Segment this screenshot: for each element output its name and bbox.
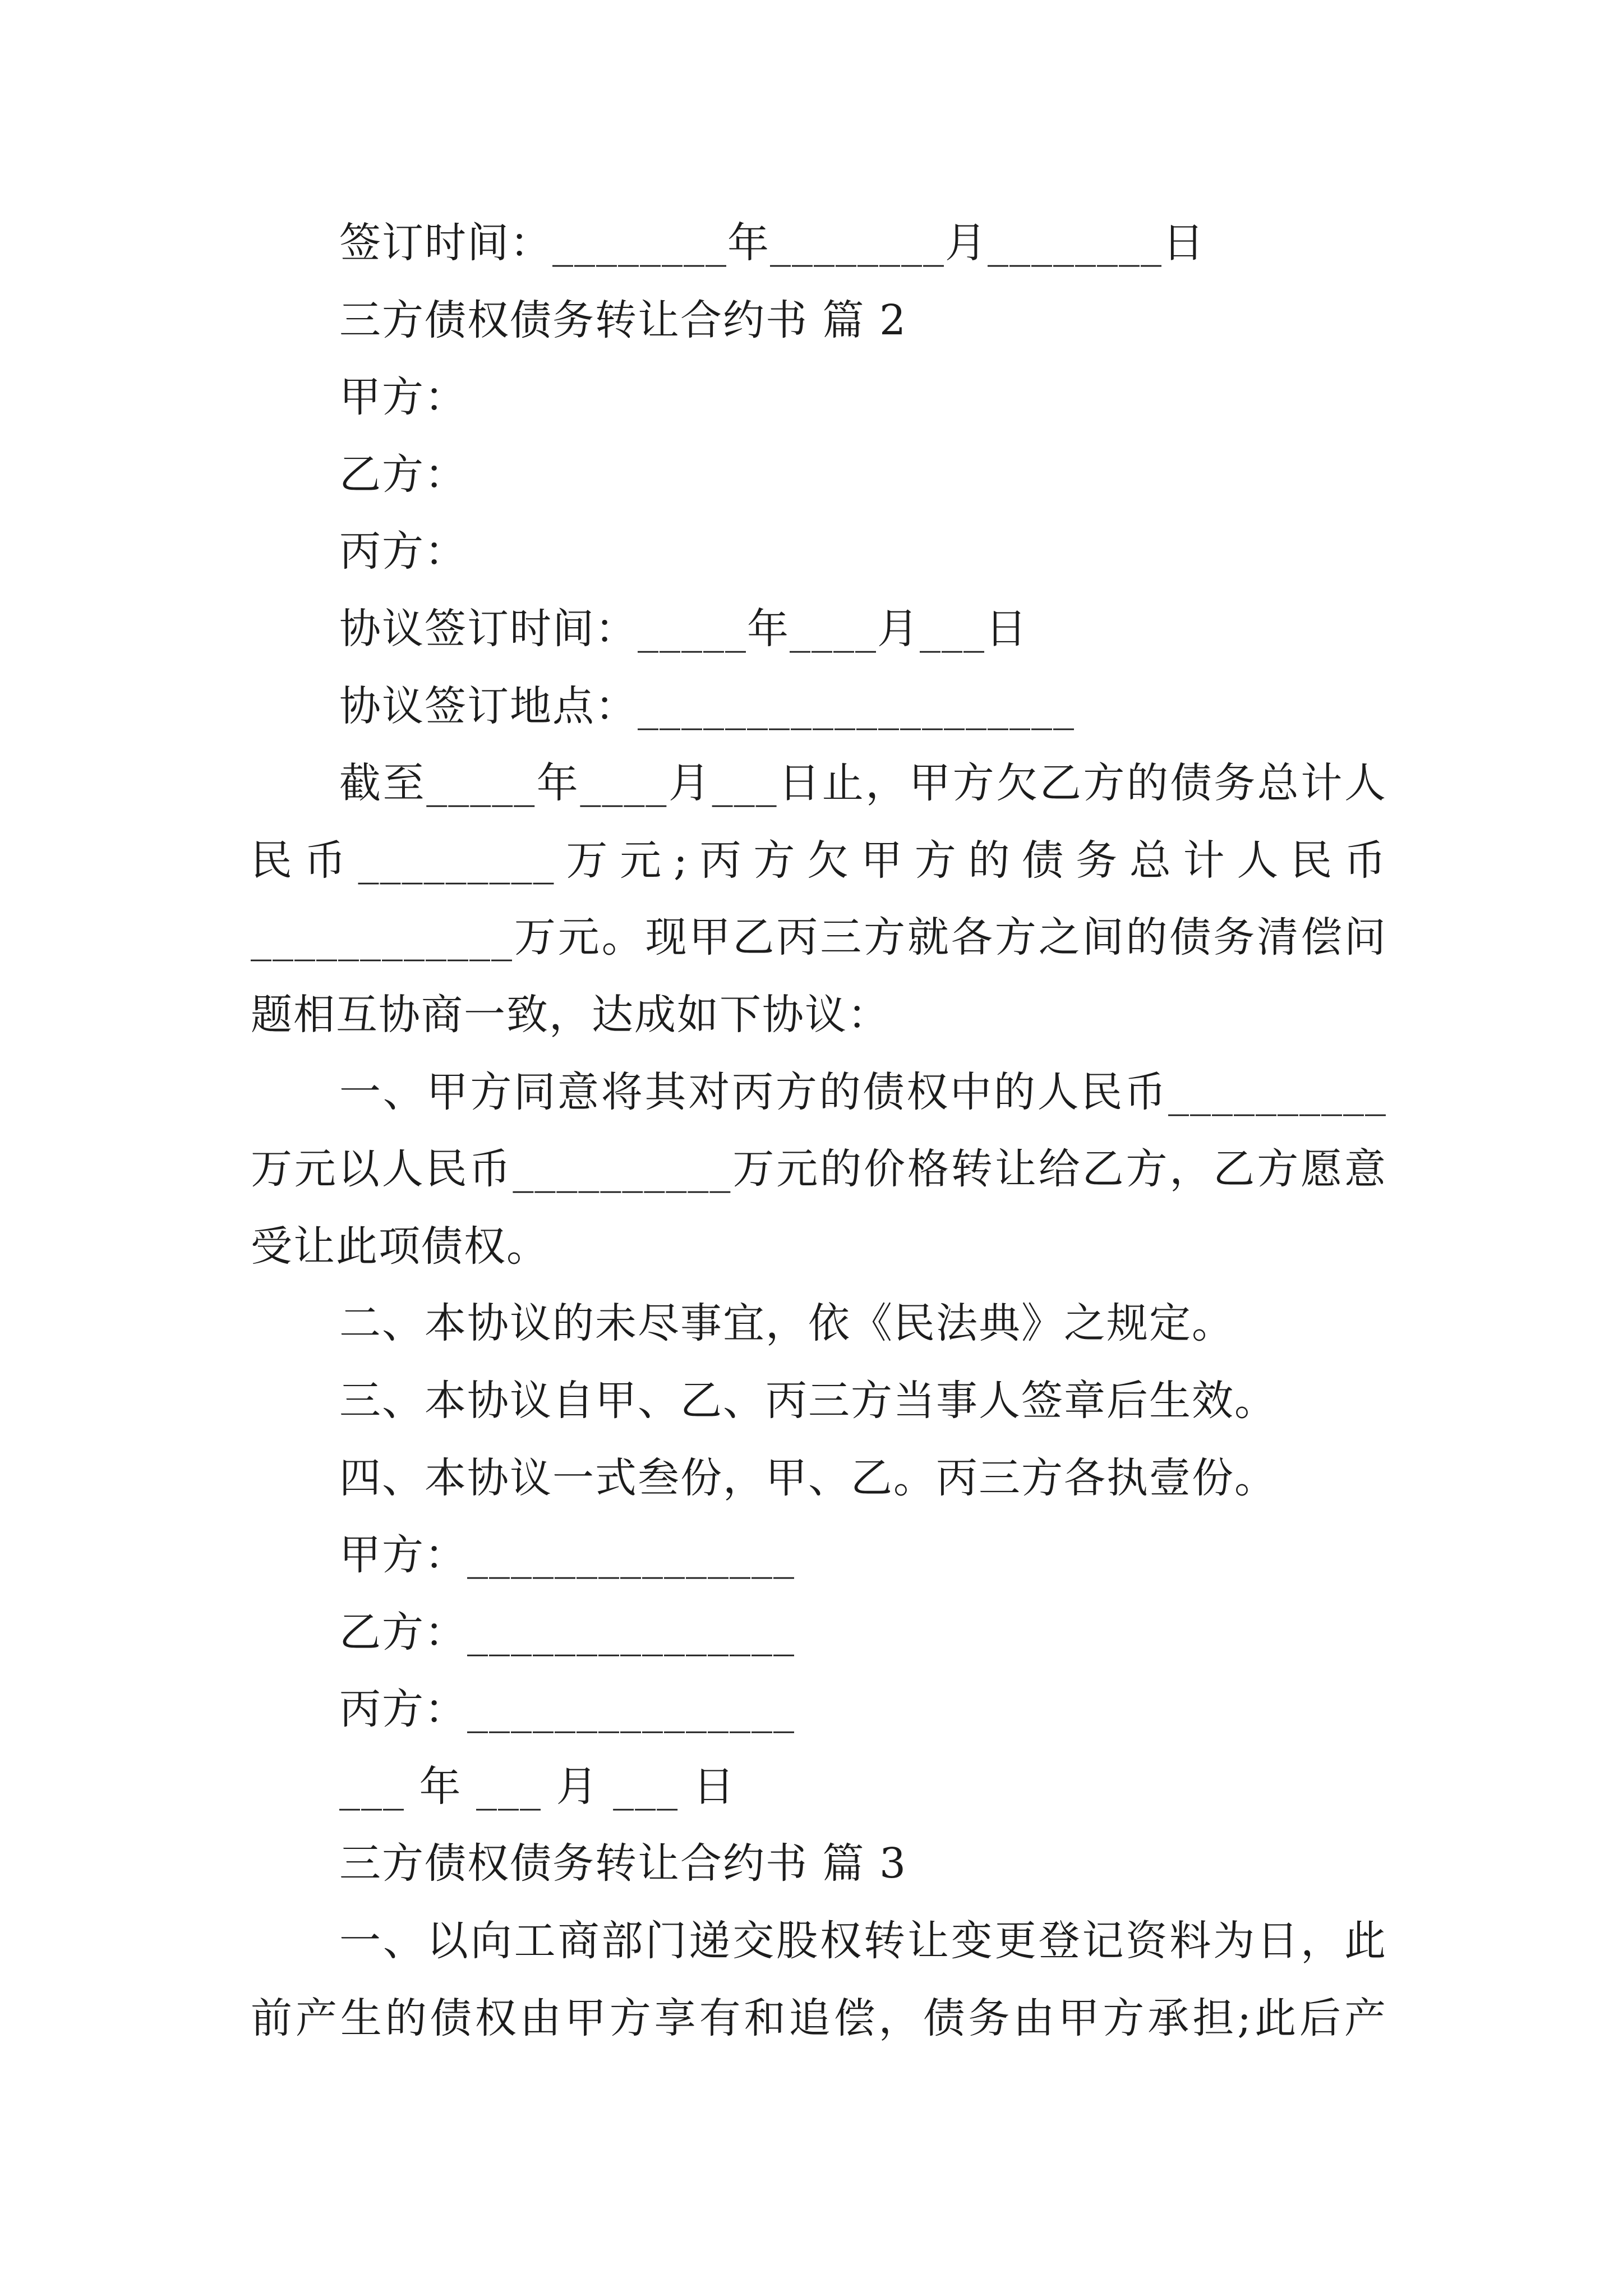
section3-clause1-line-2: 前产生的债权由甲方享有和追偿，债务由甲方承担;此后产 xyxy=(251,1994,1387,2042)
preamble-line-1: 截至_____年____月___日止，甲方欠乙方的债务总计人 xyxy=(339,759,1387,808)
sign-date-line: 签订时间：________年________月________日 xyxy=(339,219,1205,267)
agreement-sign-time: 协议签订时间：_____年____月___日 xyxy=(339,604,1028,653)
clause3: 三、本协议自甲、乙、丙三方当事人签章后生效。 xyxy=(339,1376,1277,1425)
preamble-line-3: ____________万元。现甲乙丙三方就各方之间的债务清偿问 xyxy=(251,913,1387,962)
clause2: 二、本协议的未尽事宜，依《民法典》之规定。 xyxy=(339,1299,1234,1348)
clause1-line-3: 受让此项债权。 xyxy=(251,1222,549,1271)
signature-date-line: ___ 年 ___ 月 ___ 日 xyxy=(339,1762,736,1811)
party-a-label: 甲方： xyxy=(339,373,467,422)
document-body xyxy=(251,205,1387,2057)
signature-party-c: 丙方：_______________ xyxy=(339,1685,795,1734)
party-c-label: 丙方： xyxy=(339,527,467,576)
signature-party-a: 甲方：_______________ xyxy=(339,1531,795,1580)
agreement-sign-place: 协议签订地点：____________________ xyxy=(339,682,1075,730)
signature-party-b: 乙方：_______________ xyxy=(339,1608,795,1657)
clause4: 四、本协议一式叁份，甲、乙。丙三方各执壹份。 xyxy=(339,1453,1277,1502)
section3-title: 三方债权债务转让合约书 篇 3 xyxy=(339,1839,907,1888)
clause1-line-2: 万元以人民币__________万元的价格转让给乙方，乙方愿意 xyxy=(251,1145,1387,1194)
section3-clause1-line-1: 一、以向工商部门递交股权转让变更登记资料为日，此 xyxy=(339,1917,1387,1966)
party-b-label: 乙方： xyxy=(339,450,467,499)
section2-title: 三方债权债务转让合约书 篇 2 xyxy=(339,296,907,344)
clause1-line-1: 一、甲方同意将其对丙方的债权中的人民币__________ xyxy=(339,1068,1387,1116)
preamble-line-4: 题相互协商一致，达成如下协议： xyxy=(251,990,890,1039)
preamble-line-2: 民币_________万元;丙方欠甲方的债务总计人民币 xyxy=(251,836,1387,885)
